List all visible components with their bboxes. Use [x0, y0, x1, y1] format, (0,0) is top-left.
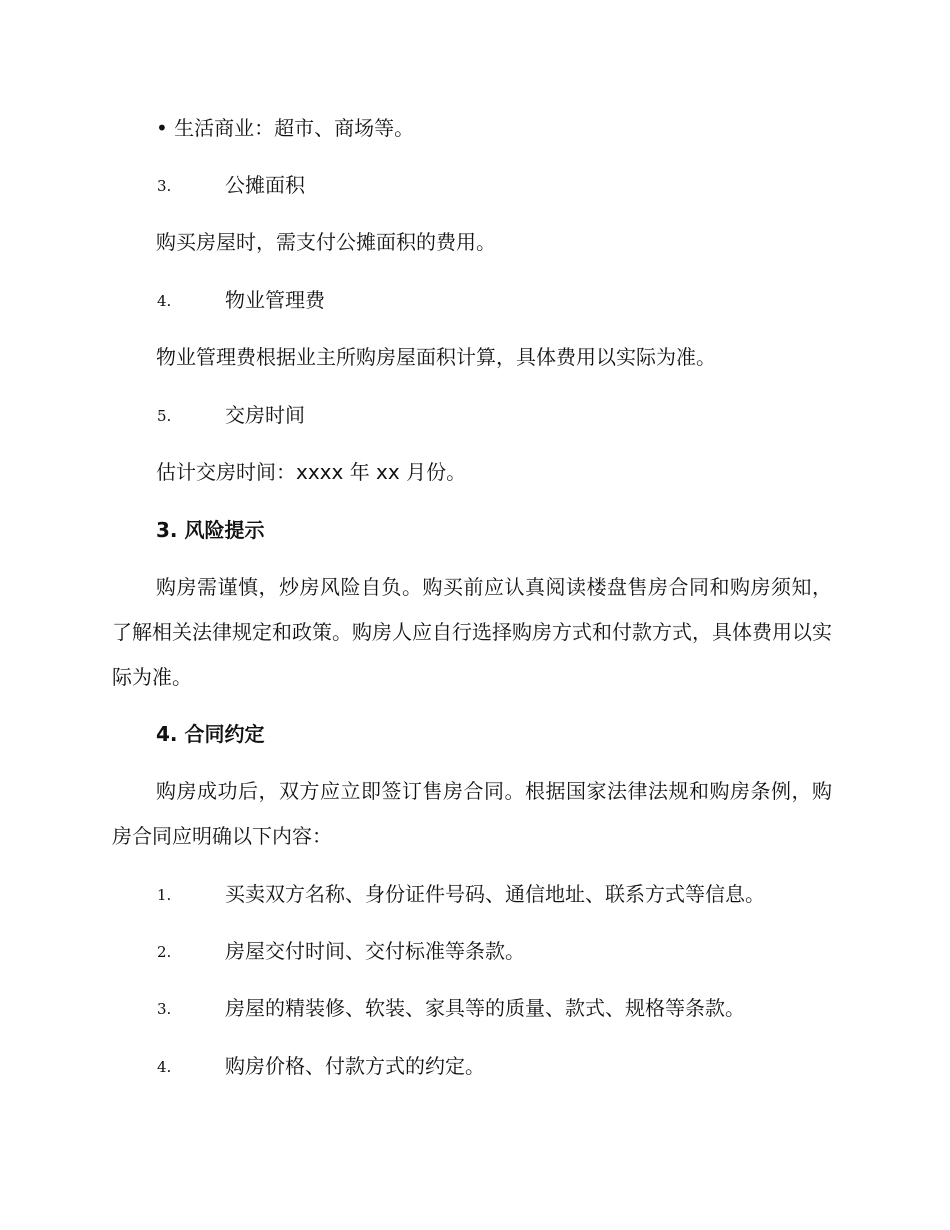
section-4-paragraph: 购房成功后，双方应立即签订售房合同。根据国家法律法规和购房条例，购房合同应明确以下内容：: [112, 779, 832, 848]
item-4-number: 4.: [157, 292, 172, 310]
contract-item-1-text: 买卖双方名称、身份证件号码、通信地址、联系方式等信息。: [225, 882, 765, 906]
contract-item-4-number: 4.: [157, 1058, 172, 1076]
section-3-heading: 3. 风险提示: [156, 518, 265, 542]
item-4-title: 物业管理费: [225, 288, 325, 312]
item-4-text: 物业管理费根据业主所购房屋面积计算，具体费用以实际为准。: [156, 345, 716, 369]
section-4-heading: 4. 合同约定: [156, 722, 265, 746]
contract-item-1-number: 1.: [157, 886, 172, 904]
item-5-title: 交房时间: [225, 403, 305, 427]
item-5-text: 估计交房时间：xxxx 年 xx 月份。: [156, 460, 467, 484]
section-3-paragraph: 购房需谨慎，炒房风险自负。购买前应认真阅读楼盘售房合同和购房须知，了解相关法律规定和政策。购房人应自行选择购房方式和付款方式，具体费用以实际为准。: [112, 575, 832, 689]
item-5-number: 5.: [157, 407, 172, 425]
item-3-number: 3.: [157, 177, 172, 195]
bullet-commerce: • 生活商业：超市、商场等。: [156, 116, 415, 140]
contract-item-3-text: 房屋的精装修、软装、家具等的质量、款式、规格等条款。: [225, 996, 745, 1020]
item-3-title: 公摊面积: [225, 173, 305, 197]
contract-item-2-number: 2.: [157, 943, 172, 961]
contract-item-3-number: 3.: [157, 1000, 172, 1018]
item-3-text: 购买房屋时，需支付公摊面积的费用。: [156, 230, 496, 254]
contract-item-4-text: 购房价格、付款方式的约定。: [225, 1054, 485, 1078]
contract-item-2-text: 房屋交付时间、交付标准等条款。: [225, 939, 525, 963]
